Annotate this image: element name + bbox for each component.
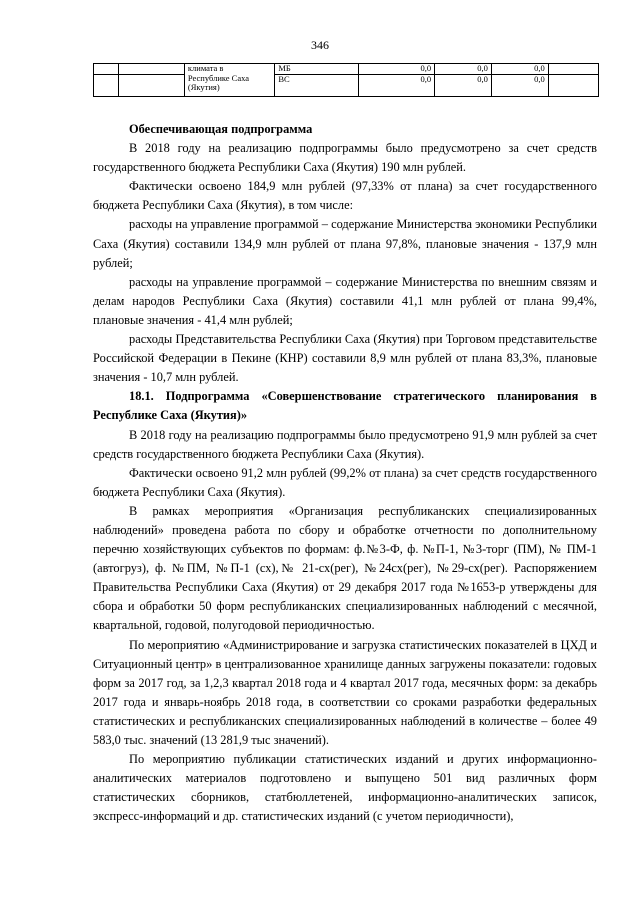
table-cell-value: 0,0 xyxy=(359,64,435,75)
table-cell xyxy=(94,74,119,96)
section-title: 18.1. Подпрограмма «Совершенствование стратегического планирования в Республике Саха (Якутия)» xyxy=(93,389,597,423)
table-cell-source: МБ xyxy=(275,64,359,75)
paragraph: Фактически освоено 184,9 млн рублей (97,33% от плана) за счет государственного бюджета Республики Саха (Якутия), в том числе: xyxy=(93,179,597,213)
paragraph: В 2018 году на реализацию подпрограммы было предусмотрено за счет средств государственного бюджета Республики Саха (Якутия) 190 млн рублей. xyxy=(93,141,597,175)
table-cell-value: 0,0 xyxy=(435,74,492,96)
table-cell xyxy=(94,64,119,75)
table-cell xyxy=(548,64,598,75)
subject-line-2: Республике Саха (Якутия) xyxy=(187,72,250,92)
table-cell xyxy=(119,74,185,96)
paragraph: расходы на управление программой – содержание Министерства экономики Республики Саха (Якутия) составили 134,9 млн рублей от плана 97,8%, плановые значения - 137,9 млн рублей; xyxy=(93,217,597,270)
paragraph: расходы на управление программой – содержание Министерства по внешним связям и делам народов Республики Саха (Якутия) составили 41,1 млн рублей от плана 99,4%, плановые значения - 41,4 млн рублей; xyxy=(93,274,597,327)
paragraph: В рамках мероприятия «Организация республиканских специализированных наблюдений» проведена работа по сбору и обработке отчетности по дополнительному перечню хозяйствующих субъектов по формам: ф.№3-Ф, ф. №П-1, №3-торг (ПМ), № ПМ-1 (автогруз), ф. №ПМ, №П-1 (сх),№ 21-сх(рег), №24сх(рег), №29-сх(рег). Распоряжением Правительства Республики Саха (Якутия) от 29 декабря 2017 года №1653-р утверждены для сбора и обработки 50 форм республиканских специализированных наблюдений с месячной, квартальной, годовой, полугодовой периодичностью. xyxy=(93,503,597,633)
document-body xyxy=(93,120,597,826)
table-cell-value: 0,0 xyxy=(491,74,548,96)
table-cell-value: 0,0 xyxy=(491,64,548,75)
subprogram-heading: Обеспечивающая подпрограмма xyxy=(129,122,313,136)
table-cell-value: 0,0 xyxy=(435,64,492,75)
table-cell-value: 0,0 xyxy=(359,74,435,96)
paragraph: Фактически освоено 91,2 млн рублей (99,2% от плана) за счет средств государственного бюджета Республики Саха (Якутия). xyxy=(93,465,597,499)
paragraph: В 2018 году на реализацию подпрограммы было предусмотрено 91,9 млн рублей за счет средств государственного бюджета Республики Саха (Якутия). xyxy=(93,427,597,461)
funding-table xyxy=(93,63,599,97)
page-number: 346 xyxy=(311,38,329,52)
paragraph: По мероприятию «Администрирование и загрузка статистических показателей в ЦХД и Ситуационный центр» в централизованное хранилище данных загружены показатели: годовых форм за 2017 год, за 1,2,3 квартал 2018 года и 4 квартал 2017 года, месячных форм: за декабрь 2017 года и январь-ноябрь 2018 года, в соответствии со сроками разработки федеральных статистических и республиканских специализированных наблюдений в количестве – более 49 583,0 тыс. значений (13 281,9 тыс значений). xyxy=(93,637,597,747)
table-cell-subject xyxy=(184,64,274,97)
subject-line-1: климата в xyxy=(187,63,224,73)
paragraph: По мероприятию публикации статистических изданий и других информационно-аналитических материалов подготовлено и выпущено 501 вид различных форм статистических сборников, статбюллетеней, информационно-аналитических записок, экспресс-информаций и др. статистических изданий (с учетом периодичности), xyxy=(93,752,597,824)
table-cell xyxy=(119,64,185,75)
table-cell xyxy=(548,74,598,96)
paragraph: расходы Представительства Республики Саха (Якутия) при Торговом представительстве Российской Федерации в Пекине (КНР) составили 8,9 млн рублей от плана 83,3%, плановые значения - 10,7 млн рублей. xyxy=(93,332,597,385)
table-row xyxy=(94,64,599,75)
table-row xyxy=(94,74,599,96)
table-cell-source: ВС xyxy=(275,74,359,96)
